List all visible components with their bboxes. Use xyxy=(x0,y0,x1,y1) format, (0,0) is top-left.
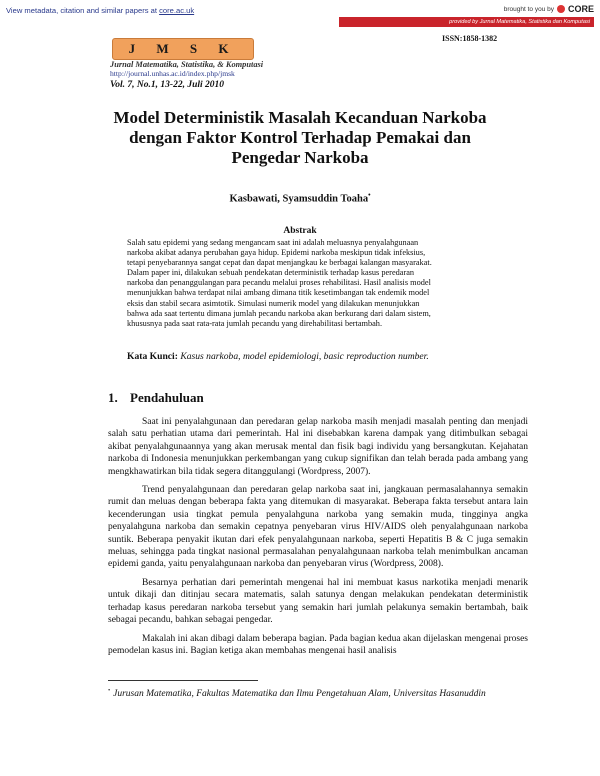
keywords-label: Kata Kunci xyxy=(127,351,175,362)
title-line: Model Deterministik Masalah Kecanduan Narkoba xyxy=(113,108,487,127)
journal-issn: ISSN:1858-1382 xyxy=(442,34,498,43)
body-paragraph: Besarnya perhatian dari pemerintah mengenai hal ini membuat kasus narkotika menjadi menarik untuk dikaji dan ditinjau secara matematis, salah satunya dengan melakukan pendekatan deterministik terhadap kasus peredaran narkoba tersebut yang semakin hari jumlah pelakunya semakin bertambah, baik sebagai pecandu, bahkan sebagai pengedar. xyxy=(108,577,528,626)
author-footnote-mark: • xyxy=(368,191,371,199)
journal-url[interactable]: http://journal.unhas.ac.id/index.php/jmsk xyxy=(110,69,235,78)
core-brought-by xyxy=(504,4,594,14)
authors-text: Kasbawati, Syamsuddin Toaha xyxy=(229,193,369,205)
keywords: Kata Kunci: Kasus narkoba, model epidemiologi, basic reproduction number. xyxy=(127,351,429,362)
abstract-line: khususnya pada saat rata-rata jumlah pecandu yang direhabilitasi bertambah. xyxy=(127,318,383,328)
footnote-rule xyxy=(108,680,258,681)
footnote xyxy=(108,685,528,701)
core-logo[interactable]: CORE xyxy=(567,4,594,14)
abstract-line: eksis dan stabil secara asimtotik. Simulasi numerik model yang dilakukan menunjukkan xyxy=(127,298,420,308)
journal-acronym-box: J M S K xyxy=(112,38,254,60)
footnote-text: Jurusan Matematika, Fakultas Matematika dan Ilmu Pengetahuan Alam, Universitas Hasanuddin xyxy=(113,689,486,700)
section-number: 1. xyxy=(108,390,118,405)
core-link-domain[interactable]: core.ac.uk xyxy=(159,6,195,15)
abstract-line: Salah satu epidemi yang sedang mengancam saat ini adalah meluasnya penyalahgunaan xyxy=(127,238,419,247)
title-line: dengan Faktor Kontrol Terhadap Pemakai dan xyxy=(129,128,471,147)
body-paragraph: Trend penyalahgunaan dan peredaran gelap narkoba saat ini, jangkauan permasalahannya semakin rumit dan meluas dengan beberapa fakta yang ditemukan di masyarakat. Beberapa fakta tersebut antara lain kecenderungan usia tingkat pemula penyalahguna narkoba yang semakin muda, tingginya angka penyalahguna narkoba dan semakin cepatnya penyebaran virus HIV/AIDS oleh penyalahgunaan narkoba suntik. Beberapa penyakit ikutan dari efek penyalahgunaan narkoba, seperti Hepatitis B & C juga semakin meluas, sehingga pada tingkat nasional permasalahan penyalahgunaan narkoba telah menimbulkan ancaman epidemi ganda, yaitu penyalahgunaan narkoba dan penyebaran virus (Wordpress, 2008). xyxy=(108,485,528,570)
section-title: Pendahuluan xyxy=(130,390,204,405)
core-brought-text: brought to you by xyxy=(503,5,554,13)
paper-title xyxy=(100,108,500,168)
journal-volume: Vol. 7, No.1, 13-22, Juli 2010 xyxy=(110,80,225,90)
core-link-text: View metadata, citation and similar papers at xyxy=(6,6,160,15)
abstract-line: narkoba dan penanggulangan para pecandu melalui proses rehabilitasi. Hasil analisis model xyxy=(127,278,431,288)
abstract-heading: Abstrak xyxy=(283,226,317,236)
core-banner xyxy=(0,0,600,28)
core-metadata-link[interactable] xyxy=(6,6,194,15)
abstract-line: Dalam paper ini, dilakukan sebuah pendekatan deterministik terhadap kasus peredaran xyxy=(127,268,415,278)
core-provided-by[interactable]: provided by Jurnal Matematika, Statistika dan Komputasi xyxy=(339,17,594,27)
abstract-line: tetapi penyebarannya sangat cepat dan dapat menjangkau ke berbagai kalangan masyarakat. xyxy=(127,258,432,268)
abstract-line: bahwa ada saat tertentu dimana jumlah pecandu narkoba akan berkurang dari dalam sistem, xyxy=(127,308,431,318)
section-body xyxy=(108,416,528,663)
core-logo-icon xyxy=(557,5,565,13)
footnote-mark: • xyxy=(108,688,111,694)
abstract-line: narkoba akibat adanya perubahan gaya hidup. Epidemi narkoba meskipun tidak infeksius, xyxy=(127,248,426,258)
journal-name: Jurnal Matematika, Statistika, & Komputasi xyxy=(110,60,264,69)
body-paragraph: Saat ini penyalahgunaan dan peredaran gelap narkoba masih menjadi masalah penting dan menjadi salah satu perhatian utama dari pemerintah. Hal ini disebabkan karena dampak yang ditimbulkan sebagai akibat penyalahgunaannya yang akan merusak mental dan fisik bagi individu yang bersangkutan. Kejahatan narkoba di Indonesia menunjukkan perkembangan yang cukup signifikan dan telah berada pada ambang yang mengkhawatirkan bila tidak segera ditanggulangi (Wordpress, 2007). xyxy=(108,417,528,477)
title-line: Pengedar Narkoba xyxy=(231,148,369,167)
keywords-text: Kasus narkoba, model epidemiologi, basic reproduction number. xyxy=(180,351,429,362)
body-paragraph: Makalah ini akan dibagi dalam beberapa bagian. Pada bagian kedua akan dijelaskan mengenai proses pemodelan kasus ini. Bagian ketiga akan membahas mengenai hasil analisis xyxy=(108,633,528,656)
paper-authors xyxy=(100,191,500,205)
abstract-body xyxy=(127,238,473,329)
section-heading xyxy=(108,390,204,406)
abstract-line: menunjukkan bahwa terdapat nilai ambang dimana titik kesetimbangan tak endemik model xyxy=(127,288,430,298)
